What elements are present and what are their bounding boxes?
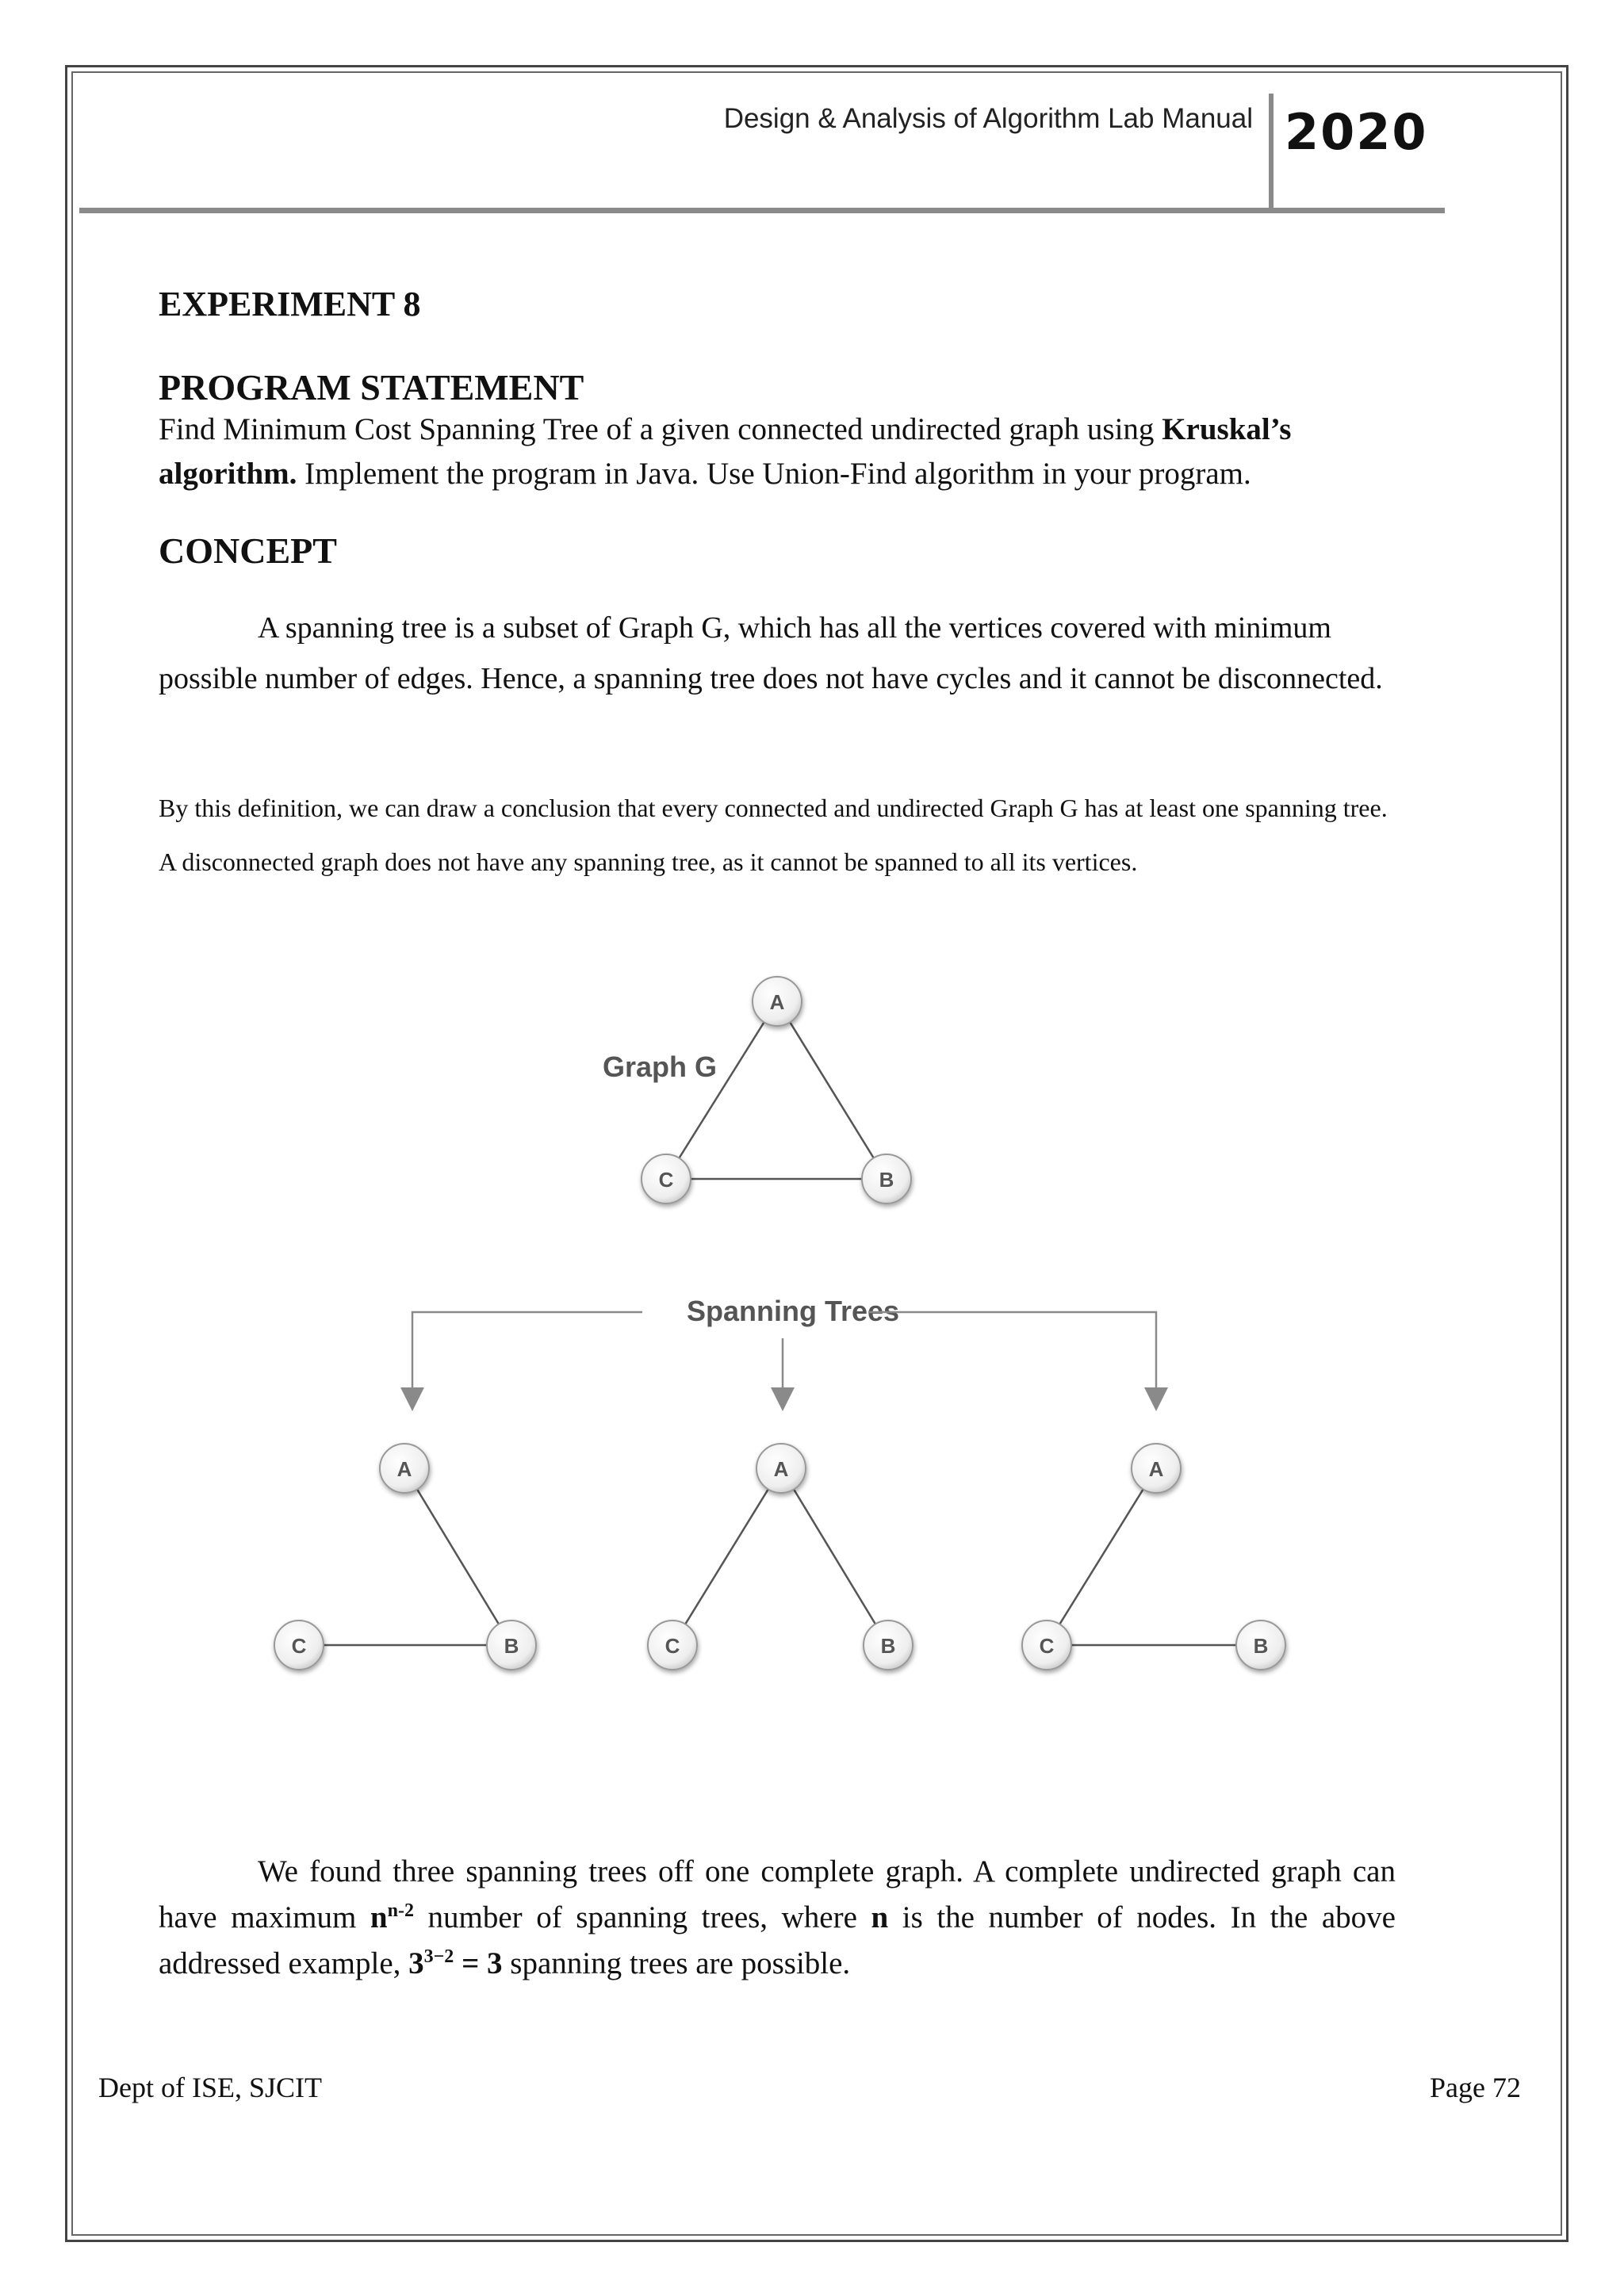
svg-text:C: C bbox=[665, 1634, 680, 1658]
edge-tree2-ac bbox=[672, 1468, 781, 1645]
svg-text:A: A bbox=[1148, 1457, 1164, 1481]
stmt-text-after: Implement the program in Java. Use Union-Find algorithm in your program. bbox=[297, 457, 1251, 491]
tree3-node-a bbox=[1132, 1444, 1181, 1493]
svg-text:C: C bbox=[658, 1168, 674, 1192]
edge-tree1-ab bbox=[404, 1468, 511, 1645]
tree2-node-b bbox=[864, 1621, 913, 1670]
tree3-node-b bbox=[1236, 1621, 1285, 1670]
header-title: Design & Analysis of Algorithm Lab Manual bbox=[723, 103, 1253, 134]
arrow-left bbox=[412, 1312, 642, 1399]
svg-text:A: A bbox=[773, 1457, 789, 1481]
svg-text:C: C bbox=[1039, 1634, 1055, 1658]
graph-node-a bbox=[753, 977, 802, 1026]
conclusion-paragraph bbox=[159, 1849, 1396, 1987]
svg-text:B: B bbox=[504, 1634, 519, 1658]
header-year: 2020 bbox=[1285, 103, 1428, 161]
graph-g-label: Graph G bbox=[603, 1050, 718, 1083]
svg-text:A: A bbox=[769, 990, 785, 1014]
graph-node-b bbox=[862, 1154, 911, 1203]
svg-text:B: B bbox=[1253, 1634, 1269, 1658]
stmt-bold-term: Kruskal’s algorithm. bbox=[159, 412, 1292, 491]
conclusion-text-4: spanning trees are possible. bbox=[502, 1946, 851, 1980]
tree1-node-c bbox=[274, 1621, 324, 1670]
footer-page-number: Page 72 bbox=[1430, 2072, 1521, 2103]
conclusion-exponent-2: 3−2 bbox=[423, 1946, 454, 1967]
conclusion-n-2: n bbox=[871, 1900, 889, 1934]
tree2-node-a bbox=[756, 1444, 806, 1493]
conclusion-text-3: is the number of nodes. In the above addressed example, bbox=[159, 1900, 1396, 1980]
experiment-heading: EXPERIMENT 8 bbox=[159, 285, 421, 323]
tree1-node-b bbox=[487, 1621, 536, 1670]
edge-tree2-ab bbox=[781, 1468, 888, 1645]
tree3-node-c bbox=[1022, 1621, 1071, 1670]
arrow-right bbox=[868, 1312, 1156, 1399]
tree1-node-a bbox=[380, 1444, 429, 1493]
svg-text:A: A bbox=[396, 1457, 412, 1481]
edge-graph-ab bbox=[777, 1001, 887, 1179]
graph-node-c bbox=[642, 1154, 691, 1203]
svg-text:B: B bbox=[880, 1634, 896, 1658]
conclusion-text-2: number of spanning trees, where bbox=[413, 1900, 871, 1934]
conclusion-equals: = 3 bbox=[454, 1946, 503, 1980]
concept-paragraph-1: A spanning tree is a subset of Graph G, which has all the vertices covered with minimum possible number of edges. Hence, a spanning tree does not have cycles and it cannot be disconnected. bbox=[159, 611, 1383, 695]
conclusion-n: n bbox=[370, 1900, 388, 1934]
edge-graph-ac bbox=[666, 1001, 777, 1179]
edge-tree3-ac bbox=[1047, 1468, 1156, 1645]
svg-text:C: C bbox=[291, 1634, 307, 1658]
conclusion-base: 3 bbox=[408, 1946, 424, 1980]
svg-text:B: B bbox=[879, 1168, 894, 1192]
concept-heading: CONCEPT bbox=[159, 530, 337, 571]
spanning-trees-label: Spanning Trees bbox=[686, 1295, 900, 1327]
stmt-text-before: Find Minimum Cost Spanning Tree of a given connected undirected graph using bbox=[159, 412, 1162, 446]
conclusion-text-1: We found three spanning trees off one complete graph. A complete undirected graph can have maximum bbox=[159, 1854, 1396, 1934]
program-statement-heading: PROGRAM STATEMENT bbox=[159, 367, 584, 408]
conclusion-exponent-1: n-2 bbox=[387, 1900, 414, 1921]
concept-paragraph-2: By this definition, we can draw a conclusion that every connected and undirected Graph G has at least one spanning tree. A disconnected graph does not have any spanning tree, as it cannot be spanned to all its vertices. bbox=[159, 794, 1388, 876]
tree2-node-c bbox=[648, 1621, 697, 1670]
footer-department: Dept of ISE, SJCIT bbox=[98, 2072, 322, 2103]
